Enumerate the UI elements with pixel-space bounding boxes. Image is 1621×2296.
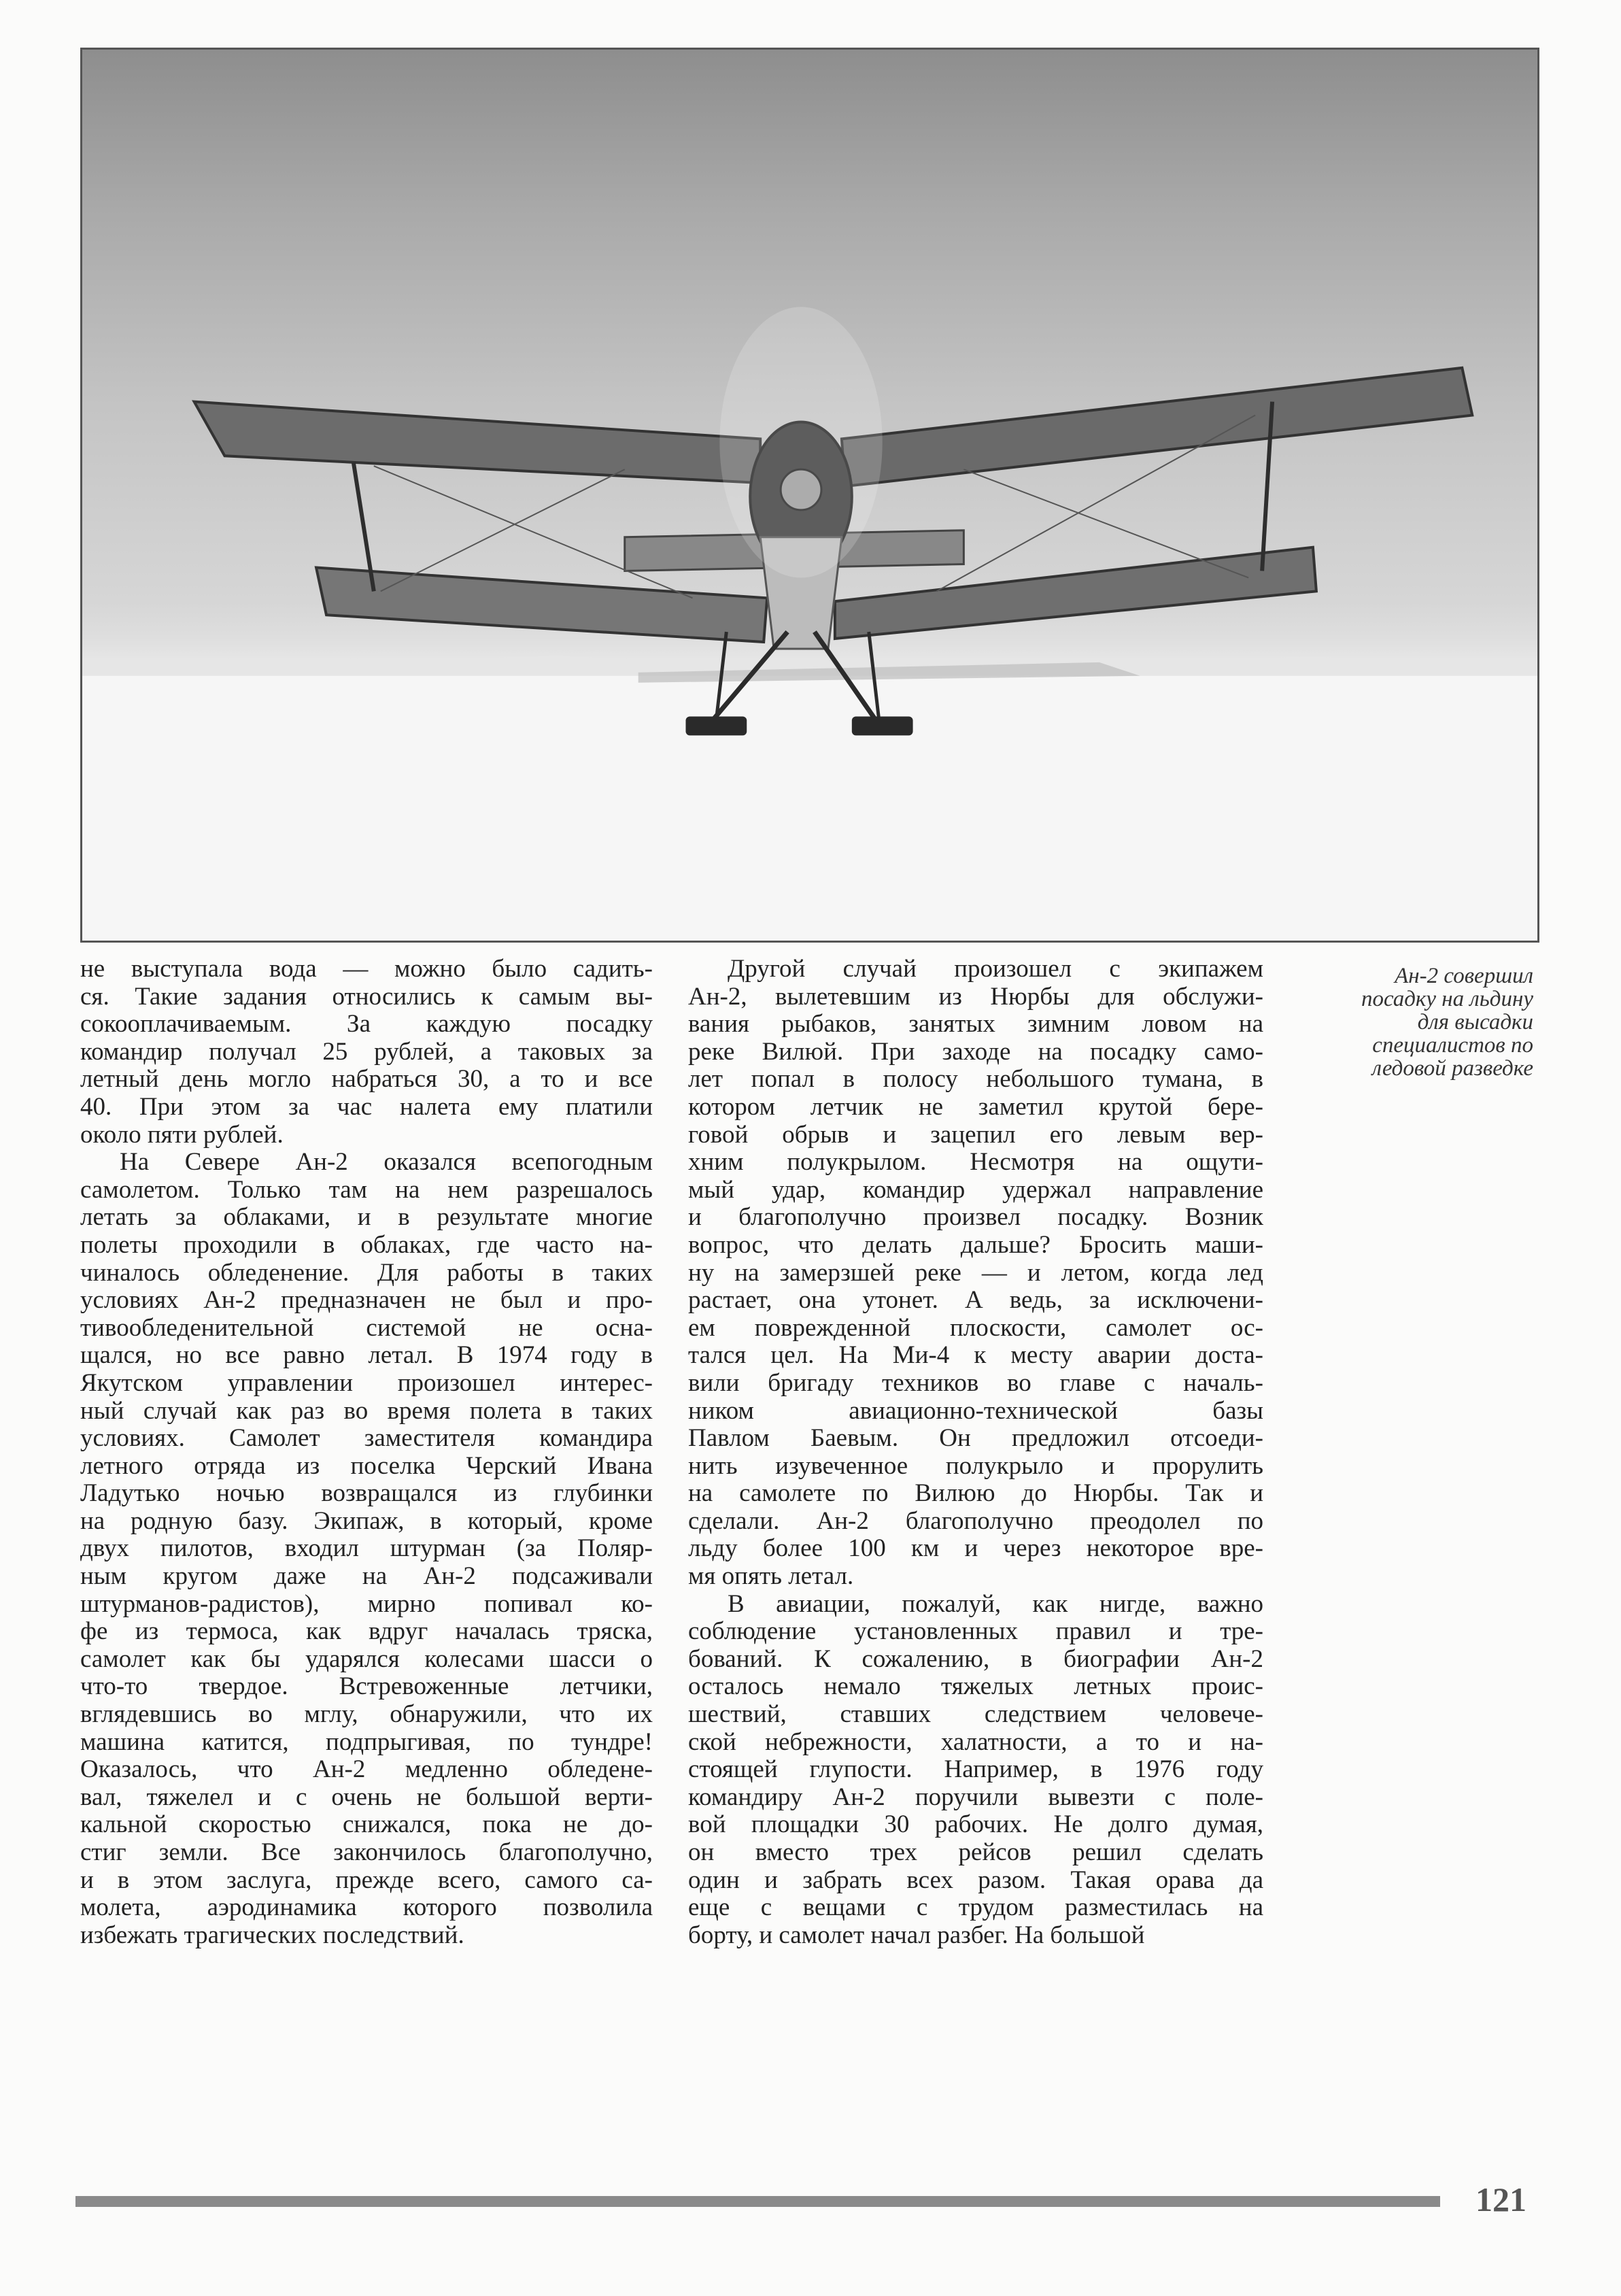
text-line: один и забрать всех разом. Такая орава да bbox=[688, 1866, 1263, 1894]
caption-line: специалистов по bbox=[1372, 1033, 1533, 1058]
text-line: чиналось обледенение. Для работы в таких bbox=[80, 1258, 653, 1287]
text-line: полеты проходили в облаках, где часто на- bbox=[80, 1230, 653, 1259]
text-line: борту, и самолет начал разбег. На большой bbox=[688, 1921, 1145, 1949]
text-line: ся. Такие задания относились к самым вы- bbox=[80, 982, 653, 1011]
footer-rule bbox=[75, 2196, 1440, 2207]
brace-wire bbox=[963, 469, 1248, 577]
text-line: лет попал в полосу небольшого тумана, в bbox=[688, 1065, 1263, 1094]
text-line: условиях Ан-2 предназначен не был и про- bbox=[80, 1286, 653, 1315]
text-line: шествий, ставших следствием человече- bbox=[688, 1700, 1263, 1729]
text-line: На Севере Ан-2 оказался всепогодным bbox=[120, 1148, 653, 1177]
text-line: ской небрежности, халатности, а то и на- bbox=[688, 1727, 1263, 1756]
text-line: и благополучно произвел посадку. Возник bbox=[688, 1203, 1263, 1232]
text-line: вглядевшись во мглу, обнаружили, что их bbox=[80, 1700, 653, 1729]
brace-wire bbox=[381, 469, 625, 591]
text-line: стиг земли. Все закончилось благополучно, bbox=[80, 1838, 653, 1866]
text-line: вили бригаду техников во главе с началь- bbox=[688, 1368, 1263, 1397]
photo-an2-on-ice bbox=[80, 48, 1539, 943]
text-line: вопрос, что делать дальше? Бросить маши- bbox=[688, 1230, 1263, 1259]
text-line: тивообледенительной системой не осна- bbox=[80, 1313, 653, 1342]
text-line: стоящей глупости. Например, в 1976 году bbox=[688, 1755, 1263, 1784]
text-line: вания рыбаков, занятых зимним ловом на bbox=[688, 1010, 1263, 1039]
text-line: он вместо трех рейсов решил сделать bbox=[688, 1838, 1263, 1866]
text-line: ником авиационно-технической базы bbox=[688, 1396, 1263, 1425]
text-line: фе из термоса, как вдруг началась тряска, bbox=[80, 1617, 653, 1646]
biplane-photo-icon bbox=[82, 50, 1537, 941]
paragraph bbox=[80, 956, 653, 1149]
text-line: самолетом. Только там на нем разрешалось bbox=[80, 1175, 653, 1204]
text-line: вой площадки 30 рабочих. Не долго думая, bbox=[688, 1810, 1263, 1839]
text-line: и в этом заслуга, прежде всего, самого са- bbox=[80, 1866, 653, 1894]
text-line: Другой случай произошел с экипажем bbox=[728, 955, 1263, 983]
text-line: командиру Ан-2 поручили вывезти с поле- bbox=[688, 1783, 1263, 1811]
lower-wing-left bbox=[316, 568, 767, 642]
text-line: Оказалось, что Ан-2 медленно обледене- bbox=[80, 1755, 653, 1784]
text-line: что-то твердое. Встревоженные летчики, bbox=[80, 1672, 653, 1701]
text-line: молета, аэродинамика которого позволила bbox=[80, 1893, 653, 1922]
text-column-left bbox=[80, 956, 653, 1949]
snow-ground bbox=[82, 676, 1537, 941]
text-line: самолет как бы ударялся колесами шасси о bbox=[80, 1644, 653, 1673]
ski-left bbox=[686, 717, 747, 736]
text-line: сокооплачиваемым. За каждую посадку bbox=[80, 1010, 653, 1039]
text-line: мый удар, командир удержал направление bbox=[688, 1175, 1263, 1204]
text-line: осталось немало тяжелых летных проис- bbox=[688, 1672, 1263, 1701]
caption-line: Ан-2 совершил bbox=[1395, 964, 1533, 988]
text-line: ну на замерзшей реке — и летом, когда лед bbox=[688, 1258, 1263, 1287]
text-line: ем поврежденной плоскости, самолет ос- bbox=[688, 1313, 1263, 1342]
text-line: около пяти рублей. bbox=[80, 1120, 284, 1149]
page-number: 121 bbox=[1475, 2180, 1526, 2218]
text-line: соблюдение установленных правил и тре- bbox=[688, 1617, 1263, 1646]
text-line: еще с вещами с трудом разместилась на bbox=[688, 1893, 1263, 1922]
text-line: котором летчик не заметил крутой бере- bbox=[688, 1092, 1263, 1121]
text-line: вал, тяжелел и с очень не большой верти- bbox=[80, 1783, 653, 1811]
text-line: ный случай как раз во время полета в таких bbox=[80, 1396, 653, 1425]
paragraph bbox=[688, 1591, 1263, 1950]
text-line: Павлом Баевым. Он предложил отсоеди- bbox=[688, 1424, 1263, 1453]
text-line: Якутском управлении произошел интерес- bbox=[80, 1368, 653, 1397]
text-line: двух пилотов, входил штурман (за Поляр- bbox=[80, 1534, 653, 1563]
upper-wing-right bbox=[842, 368, 1472, 486]
caption-line: для высадки bbox=[1417, 1010, 1533, 1034]
propeller-disk bbox=[719, 307, 882, 577]
caption-line: посадку на льдину bbox=[1361, 987, 1533, 1011]
text-line: условиях. Самолет заместителя командира bbox=[80, 1424, 653, 1453]
text-line: льду более 100 км и через некоторое вре- bbox=[688, 1534, 1263, 1563]
text-line: бований. К сожалению, в биографии Ан-2 bbox=[688, 1644, 1263, 1673]
paragraph bbox=[80, 1149, 653, 1949]
text-line: хним полукрылом. Несмотря на ощути- bbox=[688, 1148, 1263, 1177]
text-line: мя опять летал. bbox=[688, 1562, 854, 1591]
ski-right bbox=[852, 717, 913, 736]
text-line: Ладутько ночью возвращался из глубинки bbox=[80, 1479, 653, 1508]
text-line: говой обрыв и зацепил его левым вер- bbox=[688, 1120, 1263, 1149]
text-line: 40. При этом за час налета ему платили bbox=[80, 1092, 653, 1121]
paragraph bbox=[688, 956, 1263, 1591]
text-column-middle bbox=[688, 956, 1263, 1949]
text-line: не выступала вода — можно было садить- bbox=[80, 955, 653, 983]
text-line: летать за облаками, и в результате многие bbox=[80, 1203, 653, 1232]
text-line: на родную базу. Экипаж, в который, кроме bbox=[80, 1506, 653, 1535]
text-line: сделали. Ан-2 благополучно преодолел по bbox=[688, 1506, 1263, 1535]
text-line: летного отряда из поселка Черский Ивана bbox=[80, 1451, 653, 1480]
text-line: растает, она утонет. А ведь, за исключени- bbox=[688, 1286, 1263, 1315]
text-line: штурманов-радистов), мирно попивал ко- bbox=[80, 1589, 653, 1618]
text-line: щался, но все равно летал. В 1974 году в bbox=[80, 1341, 653, 1370]
text-line: на самолете по Вилюю до Нюрбы. Так и bbox=[688, 1479, 1263, 1508]
photo-caption bbox=[1312, 964, 1533, 1080]
text-line: летный день могло набраться 30, а то и все bbox=[80, 1065, 653, 1094]
text-line: избежать трагических последствий. bbox=[80, 1921, 464, 1949]
text-line: ным кругом даже на Ан-2 подсаживали bbox=[80, 1562, 653, 1591]
text-line: тался цел. На Ми-4 к месту аварии доста- bbox=[688, 1341, 1263, 1370]
text-line: кальной скоростью снижался, пока не до- bbox=[80, 1810, 653, 1839]
caption-line: ледовой разведке bbox=[1371, 1056, 1533, 1081]
text-line: Ан-2, вылетевшим из Нюрбы для обслужи- bbox=[688, 982, 1263, 1011]
text-line: В авиации, пожалуй, как нигде, важно bbox=[728, 1589, 1263, 1618]
text-line: нить изувеченное полукрыло и прорулить bbox=[688, 1451, 1263, 1480]
text-line: машина катится, подпрыгивая, по тундре! bbox=[80, 1727, 653, 1756]
text-line: реке Вилюй. При заходе на посадку само- bbox=[688, 1037, 1263, 1066]
text-line: командир получал 25 рублей, а таковых за bbox=[80, 1037, 653, 1066]
upper-wing-left bbox=[194, 402, 761, 483]
